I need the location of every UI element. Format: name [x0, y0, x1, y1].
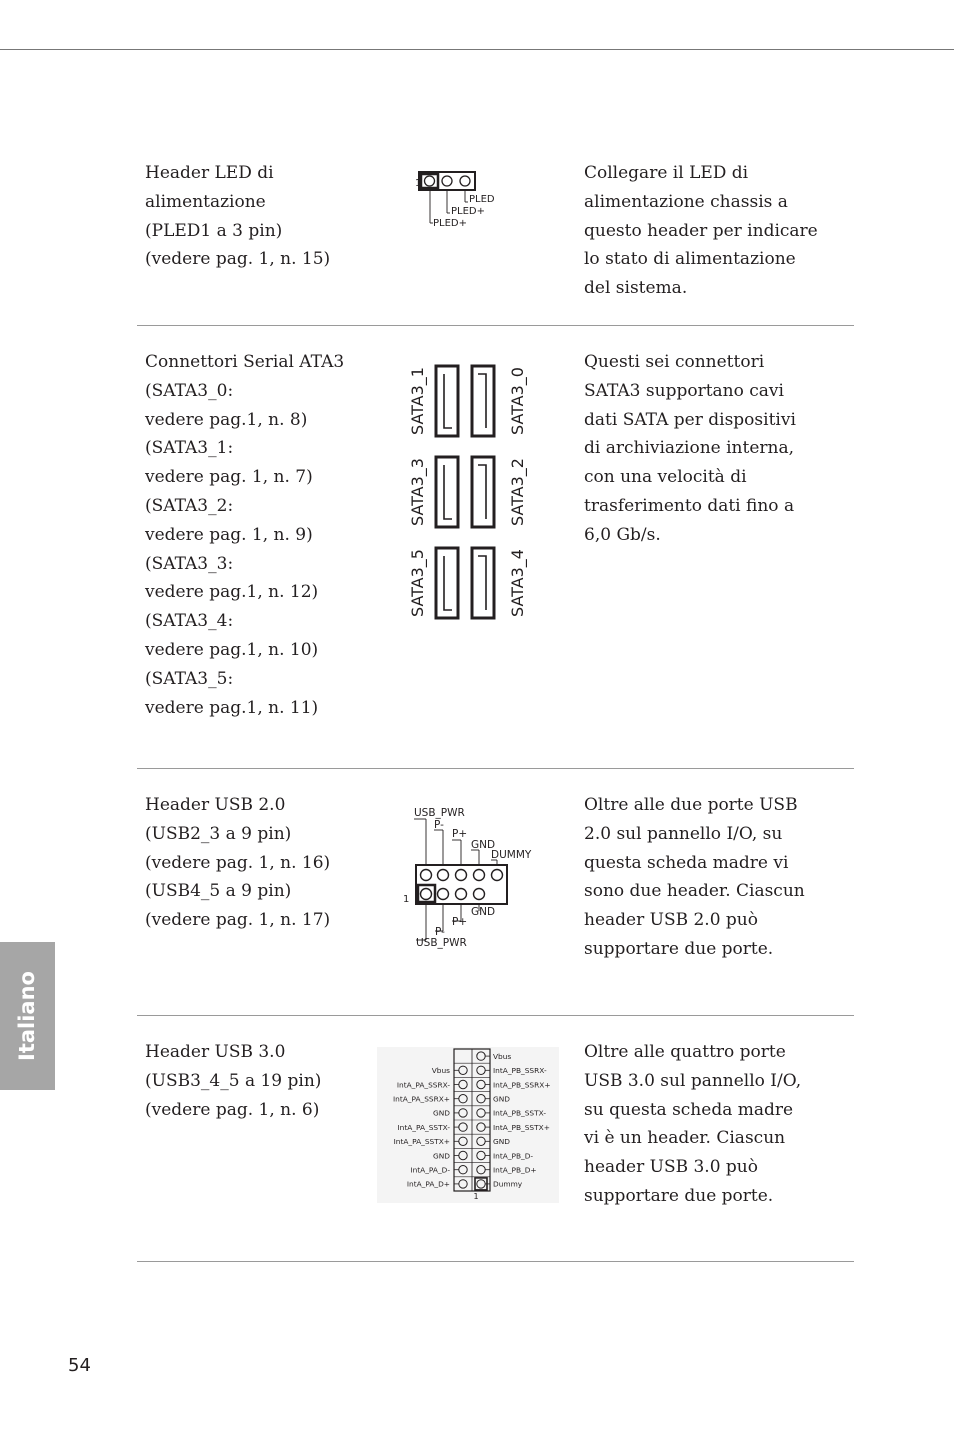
pled-label: PLED — [469, 194, 495, 205]
usb3-header-diagram — [377, 1047, 559, 1203]
usb3-pin-label: IntA_PB_D- — [493, 1151, 534, 1161]
usb3-pin-label: IntA_PA_D+ — [406, 1179, 450, 1189]
text-line: (USB2_3 a 9 pin) — [145, 823, 292, 844]
section-divider — [137, 1015, 854, 1016]
text-line: Connettori Serial ATA3 — [145, 352, 345, 372]
pled-title-text — [145, 159, 375, 274]
usb3-pin-label: IntA_PB_SSTX+ — [493, 1122, 550, 1132]
usb2-label: P- — [435, 926, 445, 938]
text-line: supportare due porte. — [584, 938, 774, 959]
text-line: Collegare il LED di — [584, 163, 749, 183]
sata-port-label: SATA3_0 — [508, 367, 527, 435]
usb3-pin-label: Vbus — [431, 1066, 450, 1076]
text-line: (SATA3_2: — [145, 495, 234, 516]
usb2-pin — [456, 870, 467, 881]
usb2-pin — [492, 870, 503, 881]
text-line: (SATA3_0: — [145, 380, 234, 401]
sata-port-label: SATA3_5 — [408, 549, 427, 617]
text-line: sono due header. Ciascun — [584, 881, 805, 902]
text-line: (SATA3_4: — [145, 611, 234, 632]
sata-port — [436, 366, 458, 436]
sata-connectors-diagram — [400, 360, 540, 625]
text-line: vedere pag.1, n. 12) — [145, 582, 319, 603]
text-line: (SATA3_5: — [145, 668, 234, 689]
sata-port — [472, 366, 494, 436]
text-line: con una velocità di — [584, 467, 747, 488]
usb2-pin1-label: 1 — [403, 894, 410, 905]
text-line: header USB 3.0 può — [584, 1157, 758, 1178]
text-line: vedere pag. 1, n. 9) — [145, 524, 313, 545]
pled-pin — [442, 176, 452, 186]
text-line: Questi sei connettori — [584, 352, 765, 372]
text-line: (vedere pag. 1, n. 16) — [145, 852, 331, 873]
usb3-description — [584, 1038, 824, 1211]
usb2-pin — [421, 870, 432, 881]
usb2-label: DUMMY — [491, 849, 532, 861]
usb3-pin-label: GND — [433, 1108, 450, 1118]
section-divider — [137, 768, 854, 769]
usb2-pin — [438, 870, 449, 881]
text-line: (vedere pag. 1, n. 15) — [145, 249, 331, 270]
pled-label: PLED+ — [433, 218, 467, 229]
usb3-pin-label: GND — [433, 1151, 450, 1161]
text-line: SATA3 supportano cavi — [584, 380, 784, 401]
text-line: su questa scheda madre — [584, 1099, 794, 1120]
usb2-header-diagram — [395, 800, 545, 955]
text-line: (vedere pag. 1, n. 17) — [145, 910, 331, 931]
text-line: questo header per indicare — [584, 220, 818, 241]
section-divider — [137, 325, 854, 326]
text-line: 6,0 Gb/s. — [584, 524, 661, 545]
sata-port — [436, 548, 458, 618]
text-line: Oltre alle due porte USB — [584, 795, 798, 815]
pled-header-diagram — [410, 165, 520, 235]
usb3-pin-label: IntA_PA_SSTX- — [397, 1122, 450, 1132]
pled-pin1-label: 1 — [415, 178, 422, 189]
usb3-pin-label: IntA_PA_SSRX+ — [392, 1094, 450, 1104]
text-line: alimentazione chassis a — [584, 191, 788, 212]
page-number: 54 — [68, 1355, 91, 1376]
text-line: 2.0 sul pannello I/O, su — [584, 823, 783, 844]
text-line: supportare due porte. — [584, 1185, 774, 1206]
language-label: Italiano — [15, 971, 39, 1061]
text-line: Header LED di — [145, 163, 274, 183]
text-line: di archiviazione interna, — [584, 438, 795, 459]
usb3-pin-label: IntA_PA_SSRX- — [396, 1080, 450, 1090]
usb3-pin-label: IntA_PB_SSTX- — [493, 1108, 546, 1118]
usb2-pin — [474, 889, 485, 900]
sata-port — [436, 457, 458, 527]
usb2-label: GND — [471, 839, 496, 851]
text-line: alimentazione — [145, 191, 266, 212]
usb2-label: P- — [434, 819, 444, 831]
usb2-title-text — [145, 791, 375, 935]
text-line: (PLED1 a 3 pin) — [145, 220, 283, 241]
sata-port — [472, 457, 494, 527]
text-line: trasferimento dati fino a — [584, 495, 795, 516]
usb3-pin-label: GND — [493, 1094, 510, 1104]
usb3-pin-label: IntA_PA_SSTX+ — [393, 1137, 450, 1147]
text-line: questa scheda madre vi — [584, 852, 789, 873]
usb3-title-text — [145, 1038, 375, 1124]
section-divider — [137, 1261, 854, 1262]
usb2-label: USB_PWR — [414, 807, 465, 819]
usb2-pin — [438, 889, 449, 900]
sata-port-label: SATA3_1 — [408, 367, 427, 435]
text-line: lo stato di alimentazione — [584, 249, 796, 270]
usb3-pin-label: IntA_PA_D- — [410, 1165, 450, 1175]
usb3-pin1-label: 1 — [473, 1192, 479, 1201]
sata-port-label: SATA3_4 — [508, 549, 527, 617]
text-line: vi è un header. Ciascun — [584, 1128, 786, 1149]
pled-pin — [460, 176, 470, 186]
usb2-pin — [474, 870, 485, 881]
usb2-pin — [421, 889, 432, 900]
text-line: header USB 2.0 può — [584, 910, 758, 931]
text-line: (SATA3_3: — [145, 553, 234, 574]
text-line: vedere pag.1, n. 10) — [145, 639, 319, 660]
text-line: USB 3.0 sul pannello I/O, — [584, 1070, 802, 1091]
usb3-pin-label: GND — [493, 1137, 510, 1147]
text-line: Header USB 3.0 — [145, 1042, 286, 1062]
pled-label: PLED+ — [451, 206, 485, 217]
sata-description — [584, 348, 824, 550]
usb2-description — [584, 791, 824, 964]
usb3-pin-label: IntA_PB_SSRX+ — [493, 1080, 551, 1090]
top-rule — [0, 49, 954, 50]
text-line: (USB4_5 a 9 pin) — [145, 881, 292, 902]
text-line: vedere pag.1, n. 11) — [145, 697, 319, 718]
usb2-label: GND — [471, 906, 496, 918]
text-line: (USB3_4_5 a 19 pin) — [145, 1070, 322, 1091]
usb3-pin-label: Vbus — [493, 1051, 512, 1061]
usb2-label: P+ — [452, 828, 468, 840]
pled-pin — [425, 176, 435, 186]
text-line: Header USB 2.0 — [145, 795, 286, 815]
text-line: dati SATA per dispositivi — [584, 409, 796, 430]
sata-title-text — [145, 348, 375, 722]
usb3-pin-label: Dummy — [493, 1179, 523, 1189]
language-side-tab — [0, 942, 55, 1090]
usb3-pin-label: IntA_PB_D+ — [493, 1165, 537, 1175]
text-line: vedere pag.1, n. 8) — [145, 409, 308, 430]
usb2-label: USB_PWR — [416, 937, 467, 949]
usb2-label: P+ — [452, 916, 468, 928]
usb3-pin-label: IntA_PB_SSRX- — [493, 1066, 547, 1076]
text-line: (SATA3_1: — [145, 438, 234, 459]
usb2-pin — [456, 889, 467, 900]
sata-port-label: SATA3_3 — [408, 458, 427, 526]
text-line: (vedere pag. 1, n. 6) — [145, 1099, 320, 1120]
text-line: del sistema. — [584, 278, 688, 299]
sata-port — [472, 548, 494, 618]
text-line: vedere pag. 1, n. 7) — [145, 467, 313, 488]
sata-port-label: SATA3_2 — [508, 458, 527, 526]
text-line: Oltre alle quattro porte — [584, 1042, 786, 1062]
pled-description — [584, 159, 824, 303]
